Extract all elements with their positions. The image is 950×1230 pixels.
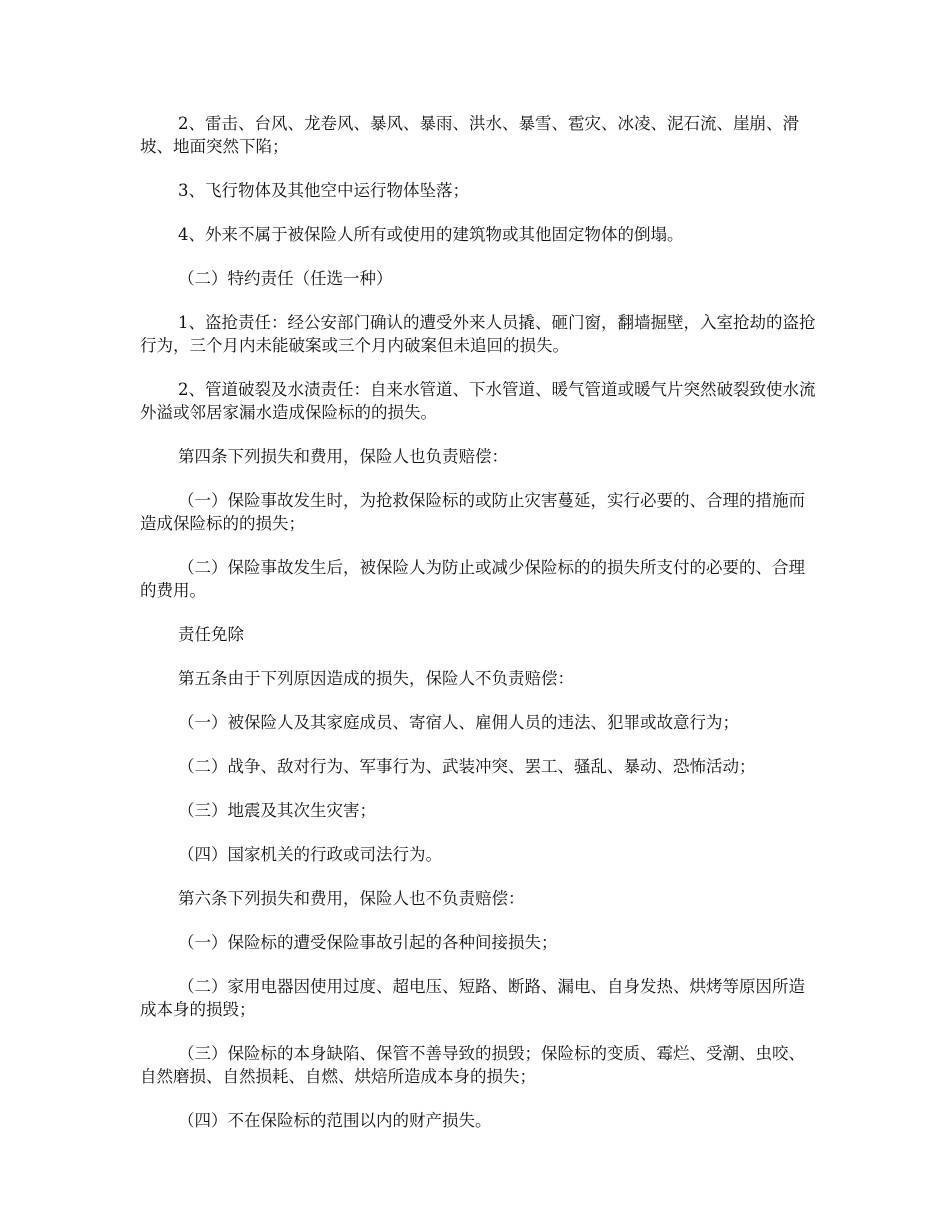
exclusion-out-of-scope-property: （四）不在保险标的范围以内的财产损失。 <box>178 1111 492 1130</box>
section-heading-special-liability: （二）特约责任（任选一种） <box>178 269 393 288</box>
exclusion-war-terrorism: （二）战争、敌对行为、军事行为、武装冲突、罢工、骚乱、暴动、恐怖活动； <box>178 757 756 776</box>
exclusion-indirect-losses: （一）保险标的遭受保险事故引起的各种间接损失； <box>178 933 558 952</box>
exclusion-government-acts: （四）国家机关的行政或司法行为。 <box>178 845 442 864</box>
article-six-heading: 第六条下列损失和费用，保险人也不负责赔偿： <box>178 889 525 908</box>
paragraph-rescue-measures: （一）保险事故发生时，为抢救保险标的或防止灾害蔓延，实行必要的、合理的措施而造成保险标的的损失； <box>140 491 805 533</box>
paragraph-coverage-falling-objects: 3、飞行物体及其他空中运行物体坠落； <box>178 181 469 200</box>
exclusion-inherent-defects: （三）保险标的本身缺陷、保管不善导致的损毁；保险标的变质、霉烂、受潮、虫咬、自然磨损、自然损耗、自燃、烘焙所造成本身的损失； <box>140 1044 805 1086</box>
document-body <box>140 112 820 1153</box>
paragraph-theft-liability: 1、盗抢责任：经公安部门确认的遭受外来人员撬、砸门窗，翻墙掘壁，入室抢劫的盗抢行为，三个月内未能破案或三个月内破案但未追回的损失。 <box>140 313 816 355</box>
exclusion-earthquake: （三）地震及其次生灾害； <box>178 801 376 820</box>
article-five-heading: 第五条由于下列原因造成的损失，保险人不负责赔偿： <box>178 669 574 688</box>
article-four-heading: 第四条下列损失和费用，保险人也负责赔偿： <box>178 447 508 466</box>
paragraph-coverage-natural-disasters: 2、雷击、台风、龙卷风、暴风、暴雨、洪水、暴雪、雹灾、冰凌、泥石流、崖崩、滑坡、地面突然下陷； <box>140 114 799 156</box>
exclusion-intentional-acts: （一）被保险人及其家庭成员、寄宿人、雇佣人员的违法、犯罪或故意行为； <box>178 713 739 732</box>
paragraph-coverage-collapse: 4、外来不属于被保险人所有或使用的建筑物或其他固定物体的倒塌。 <box>178 225 684 244</box>
exclusion-appliance-damage: （二）家用电器因使用过度、超电压、短路、断路、漏电、自身发热、烘烤等原因所造成本身的损毁； <box>140 977 805 1019</box>
paragraph-mitigation-costs: （二）保险事故发生后，被保险人为防止或减少保险标的的损失所支付的必要的、合理的费用。 <box>140 558 805 600</box>
section-heading-exclusions: 责任免除 <box>178 625 244 644</box>
paragraph-pipe-water-liability: 2、管道破裂及水渍责任：自来水管道、下水管道、暖气管道或暖气片突然破裂致使水流外溢或邻居家漏水造成保险标的的损失。 <box>140 380 816 422</box>
